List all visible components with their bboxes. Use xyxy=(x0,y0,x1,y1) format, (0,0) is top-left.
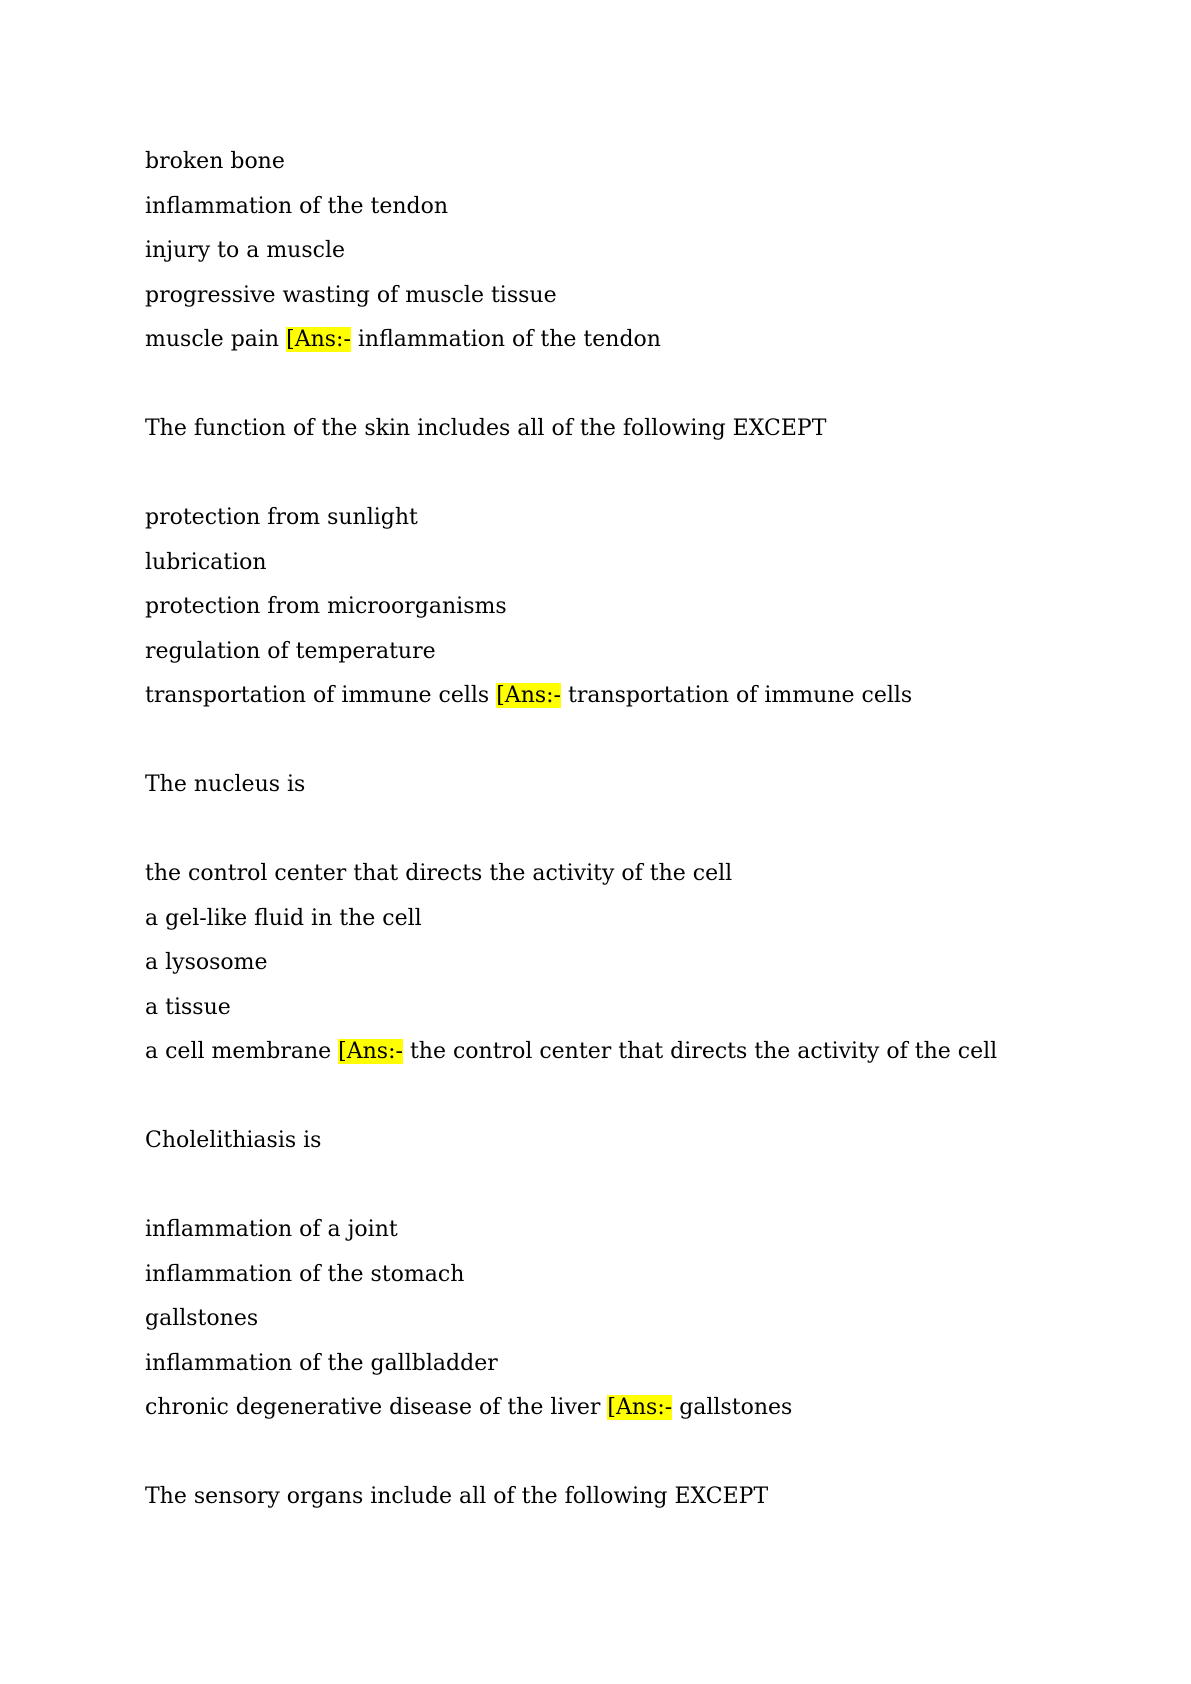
spacer xyxy=(145,363,1145,408)
question-block xyxy=(145,140,1145,363)
last-option-line xyxy=(145,1030,1145,1075)
spacer xyxy=(145,1075,1145,1120)
option-line: broken bone xyxy=(145,149,285,174)
document-body xyxy=(145,140,1145,1520)
option-text: transportation of immune cells xyxy=(145,683,490,708)
option-line: inflammation of the tendon xyxy=(145,193,449,219)
option-line: inflammation of the gallbladder xyxy=(145,1350,498,1376)
option-text: a cell membrane xyxy=(145,1039,332,1064)
last-option-line xyxy=(145,674,1145,719)
answer-text: transportation of immune cells xyxy=(568,683,913,708)
option-line: gallstones xyxy=(145,1306,259,1331)
option-line: progressive wasting of muscle tissue xyxy=(145,282,557,308)
answer-marker: [Ans:- xyxy=(607,1395,673,1420)
last-option-line xyxy=(145,1386,1145,1431)
spacer xyxy=(145,1164,1145,1209)
question-text: The sensory organs include all of the following EXCEPT xyxy=(145,1484,769,1509)
option-line: a tissue xyxy=(145,994,231,1020)
question-block xyxy=(145,1119,1145,1431)
option-line: a gel-like fluid in the cell xyxy=(145,905,422,931)
option-text: muscle pain xyxy=(145,327,280,352)
answer-text: inflammation of the tendon xyxy=(357,327,661,352)
spacer xyxy=(145,452,1145,497)
answer-marker: [Ans:- xyxy=(286,327,351,352)
spacer xyxy=(145,808,1145,853)
option-line: the control center that directs the activity of the cell xyxy=(145,861,733,886)
question-block xyxy=(145,407,1145,719)
question-text: The nucleus is xyxy=(145,772,306,797)
question-text: Cholelithiasis is xyxy=(145,1128,322,1153)
option-line: protection from microorganisms xyxy=(145,594,507,619)
spacer xyxy=(145,719,1145,764)
option-line: protection from sunlight xyxy=(145,505,418,530)
answer-text: the control center that directs the activity of the cell xyxy=(409,1039,998,1064)
option-line: injury to a muscle xyxy=(145,238,346,263)
answer-marker: [Ans:- xyxy=(496,683,561,708)
answer-marker: [Ans:- xyxy=(338,1039,403,1064)
option-line: lubrication xyxy=(145,549,267,575)
option-line: a lysosome xyxy=(145,950,268,975)
question-text: The function of the skin includes all of the following EXCEPT xyxy=(145,416,827,441)
option-text: chronic degenerative disease of the liver xyxy=(145,1395,601,1420)
option-line: inflammation of the stomach xyxy=(145,1261,465,1287)
option-line: inflammation of a joint xyxy=(145,1217,398,1242)
spacer xyxy=(145,1431,1145,1476)
question-block xyxy=(145,763,1145,1075)
answer-text: gallstones xyxy=(679,1395,793,1420)
option-line: regulation of temperature xyxy=(145,638,436,664)
last-option-line xyxy=(145,318,1145,363)
